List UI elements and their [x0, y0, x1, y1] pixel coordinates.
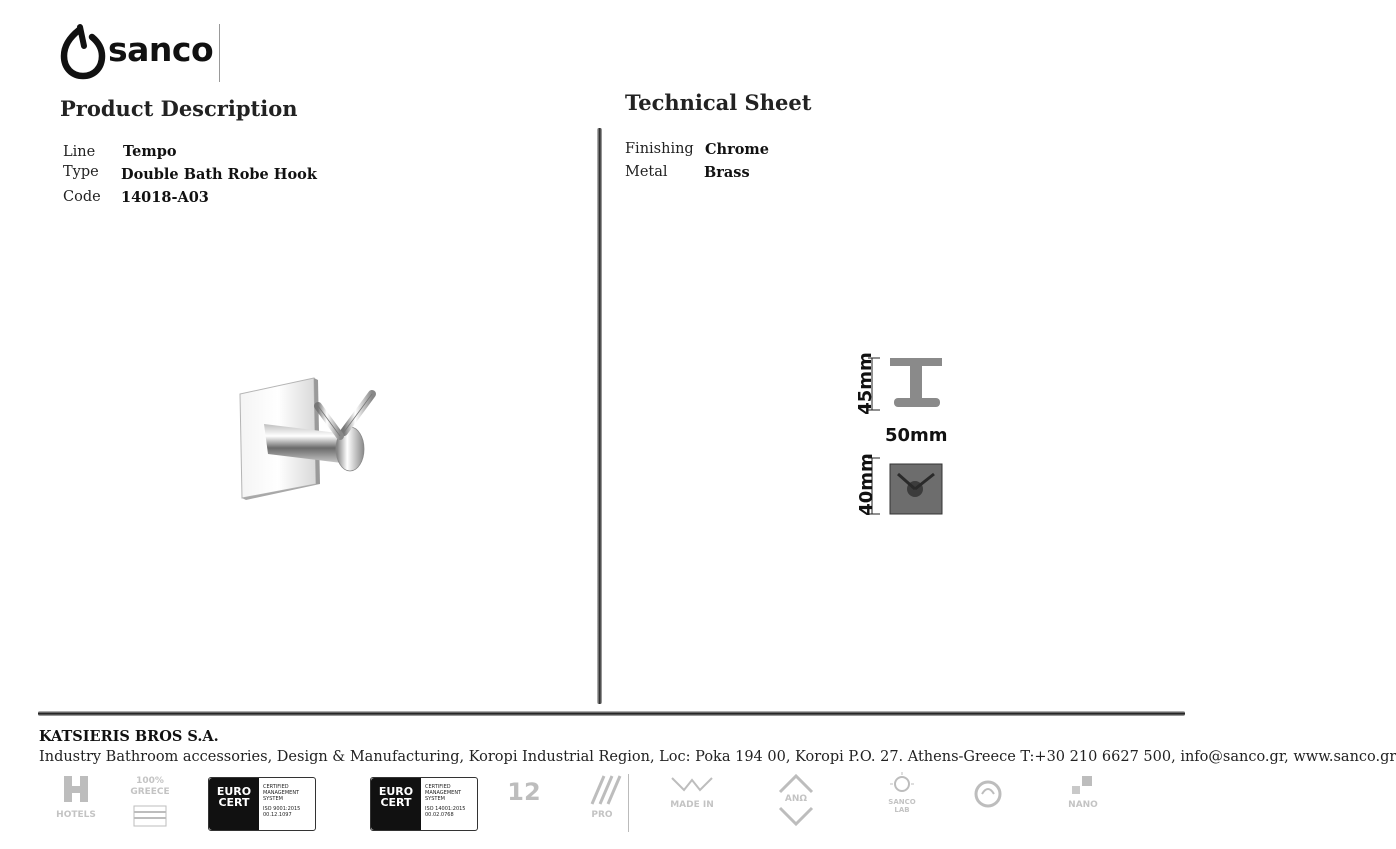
depth-dimension: 40mm: [855, 453, 877, 516]
height-dimension: 45mm: [854, 352, 876, 415]
type-label: Type: [63, 164, 99, 180]
eurocert-iso9001-icon: EURO CERT CERTIFIED MANAGEMENT SYSTEM ISO 9001:2015 00.12.1097: [208, 777, 316, 831]
nano-icon: NANO: [1060, 772, 1106, 832]
made-in-greece-map-icon: MADE IN: [662, 772, 722, 832]
eurocert-iso14001-icon: EURO CERT CERTIFIED MANAGEMENT SYSTEM ISO 14001:2015 00.02.0768: [370, 777, 478, 831]
side-view-drawing: [868, 350, 950, 420]
width-dimension: 50mm: [885, 425, 948, 446]
logo-wordmark: sanco: [108, 30, 214, 69]
metal-value: Brass: [704, 164, 750, 181]
years-warranty-icon: ΑΝΩ: [774, 772, 818, 832]
technical-sheet-title: Technical Sheet: [625, 90, 812, 115]
company-address: Industry Bathroom accessories, Design & Manufacturing, Koropi Industrial Region, Loc: Poka 194 00, Koropi P.O. 27. Athens-Greece T:+30 210 6627 500, info@sanco.gr, www.sanco.gr: [39, 749, 1396, 765]
column-divider: [597, 128, 602, 704]
finishing-label: Finishing: [625, 141, 694, 157]
finishing-value: Chrome: [705, 141, 769, 158]
logo-divider: [219, 24, 220, 82]
water-drop-icon: [58, 24, 108, 82]
eco-icon: [970, 772, 1006, 832]
product-description-title: Product Description: [60, 96, 298, 121]
pro-icon: PRO: [582, 772, 622, 832]
code-label: Code: [63, 189, 101, 205]
product-image: [234, 372, 384, 504]
line-label: Line: [63, 144, 96, 160]
type-value: Double Bath Robe Hook: [121, 166, 317, 183]
front-view-drawing: [868, 452, 950, 520]
made-in-greece-icon: 100% GREECE: [130, 772, 170, 832]
metal-label: Metal: [625, 164, 668, 180]
badge-separator: [628, 774, 629, 832]
certification-badges: [40, 772, 1150, 838]
footer-divider: [38, 711, 1185, 716]
warranty-12-years-icon: 12: [507, 778, 541, 806]
company-name: KATSIERIS BROS S.A.: [39, 728, 219, 745]
line-value: Tempo: [123, 143, 177, 160]
sanco-lab-icon: SANCO LAB: [882, 772, 922, 832]
hotels-icon: HOTELS: [52, 772, 100, 832]
code-value: 14018-A03: [121, 189, 209, 206]
